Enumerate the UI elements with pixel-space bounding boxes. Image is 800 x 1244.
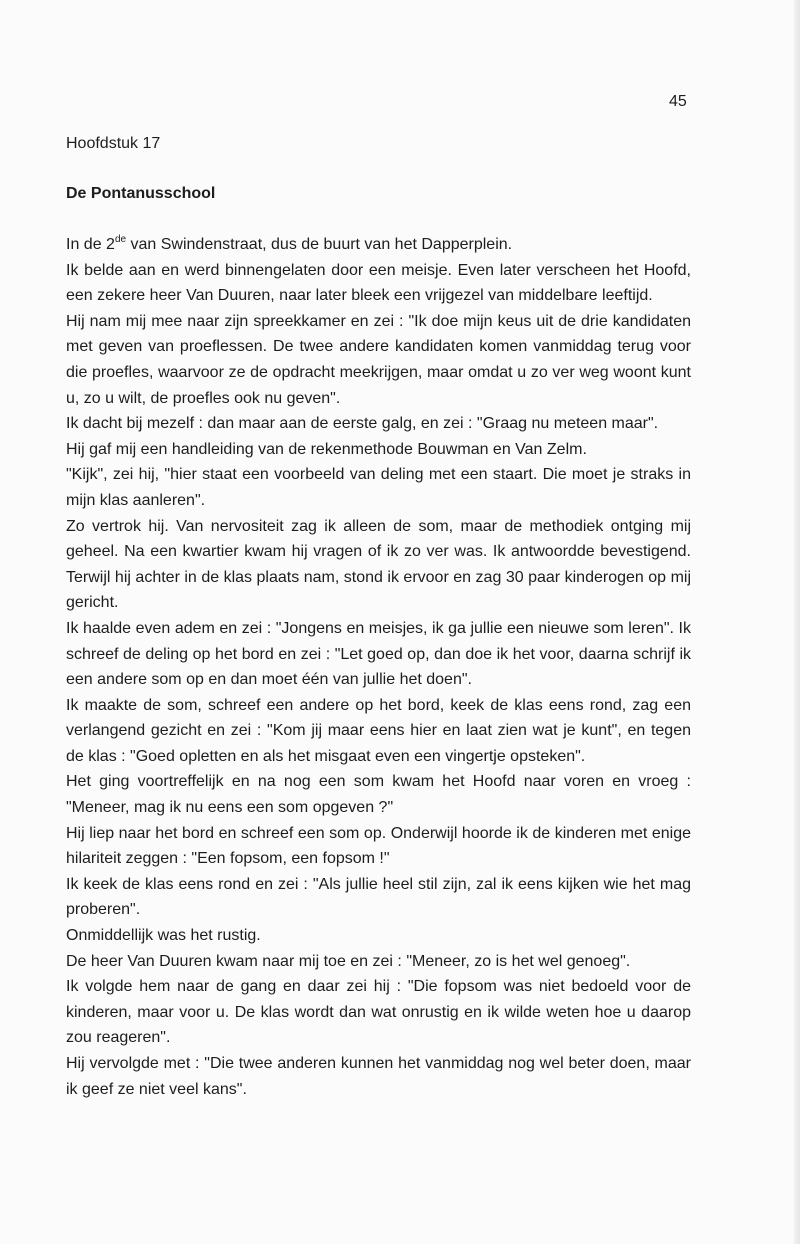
paragraph-opening xyxy=(66,232,691,258)
paragraph: Ik belde aan en werd binnengelaten door een meisje. Even later verscheen het Hoofd, een zekere heer Van Duuren, naar later bleek een vrijgezel van middelbare leeftijd. xyxy=(66,261,691,305)
paragraph: De heer Van Duuren kwam naar mij toe en zei : "Meneer, zo is het wel genoeg". xyxy=(66,952,631,970)
page-edge xyxy=(794,0,800,1244)
paragraph: Hij vervolgde met : "Die twee anderen kunnen het vanmiddag nog wel beter doen, maar ik geef ze niet veel kans". xyxy=(66,1055,691,1098)
paragraph: Onmiddellijk was het rustig. xyxy=(66,927,261,945)
paragraph: Ik maakte de som, schreef een andere op het bord, keek de klas eens rond, zag een verlangend gezicht en zei : "Kom jij maar eens hier en laat zien wat je kunt", en tegen de klas : "Goed opletten en als het misgaat even een vingertje opsteken". xyxy=(66,696,691,765)
body-text xyxy=(66,232,691,1102)
paragraph: Het ging voortreffelijk en na nog een som kwam het Hoofd naar voren en vroeg : "Meneer, mag ik nu eens een som opgeven ?" xyxy=(66,773,691,817)
section-title: De Pontanusschool xyxy=(66,185,216,202)
paragraph: Hij gaf mij een handleiding van de rekenmethode Bouwman en Van Zelm. xyxy=(66,440,587,458)
paragraph: Zo vertrok hij. Van nervositeit zag ik alleen de som, maar de methodiek ontging mij geheel. Na een kwartier kwam hij vragen of ik zo ver was. Ik antwoordde bevestigend. Terwijl hij achter in de klas plaats nam, stond ik ervoor en zag 30 paar kinderogen op mij gericht. xyxy=(66,517,691,612)
opening-text-start: In de 2 xyxy=(66,236,115,253)
paragraph: Ik keek de klas eens rond en zei : "Als jullie heel stil zijn, zal ik eens kijken wie het mag proberen". xyxy=(66,875,691,919)
ordinal-superscript: de xyxy=(114,234,127,245)
paragraph: Ik volgde hem naar de gang en daar zei hij : "Die fopsom was niet bedoeld voor de kinderen, maar voor u. De klas wordt dan wat onrustig en ik wilde weten hoe u daarop zou reageren". xyxy=(66,978,691,1047)
paragraph: Ik dacht bij mezelf : dan maar aan de eerste galg, en zei : "Graag nu meteen maar". xyxy=(66,415,659,433)
paragraph: Hij nam mij mee naar zijn spreekkamer en zei : "Ik doe mijn keus uit de drie kandidaten met geven van proeflessen. De twee andere kandidaten komen vanmiddag terug voor die proefles, waarvoor ze de opdracht meekrijgen, maar omdat u zo ver weg woont kunt u, zo u wilt, de proefles ook nu geven". xyxy=(66,312,691,407)
paragraph: Ik haalde even adem en zei : "Jongens en meisjes, ik ga jullie een nieuwe som leren". Ik schreef de deling op het bord en zei : "Let goed op, dan doe ik het voor, daarna schrijf ik een andere som op en dan moet één van jullie het doen". xyxy=(66,619,691,689)
page-number: 45 xyxy=(669,93,687,110)
opening-text-end: van Swindenstraat, dus de buurt van het Dapperplein. xyxy=(126,236,513,253)
paragraph: "Kijk", zei hij, "hier staat een voorbeeld van deling met een staart. Die moet je straks in mijn klas aanleren". xyxy=(66,466,691,509)
chapter-heading: Hoofdstuk 17 xyxy=(66,135,161,152)
paragraph: Hij liep naar het bord en schreef een som op. Onderwijl hoorde ik de kinderen met enige hilariteit zeggen : "Een fopsom, een fopsom !" xyxy=(66,824,691,868)
